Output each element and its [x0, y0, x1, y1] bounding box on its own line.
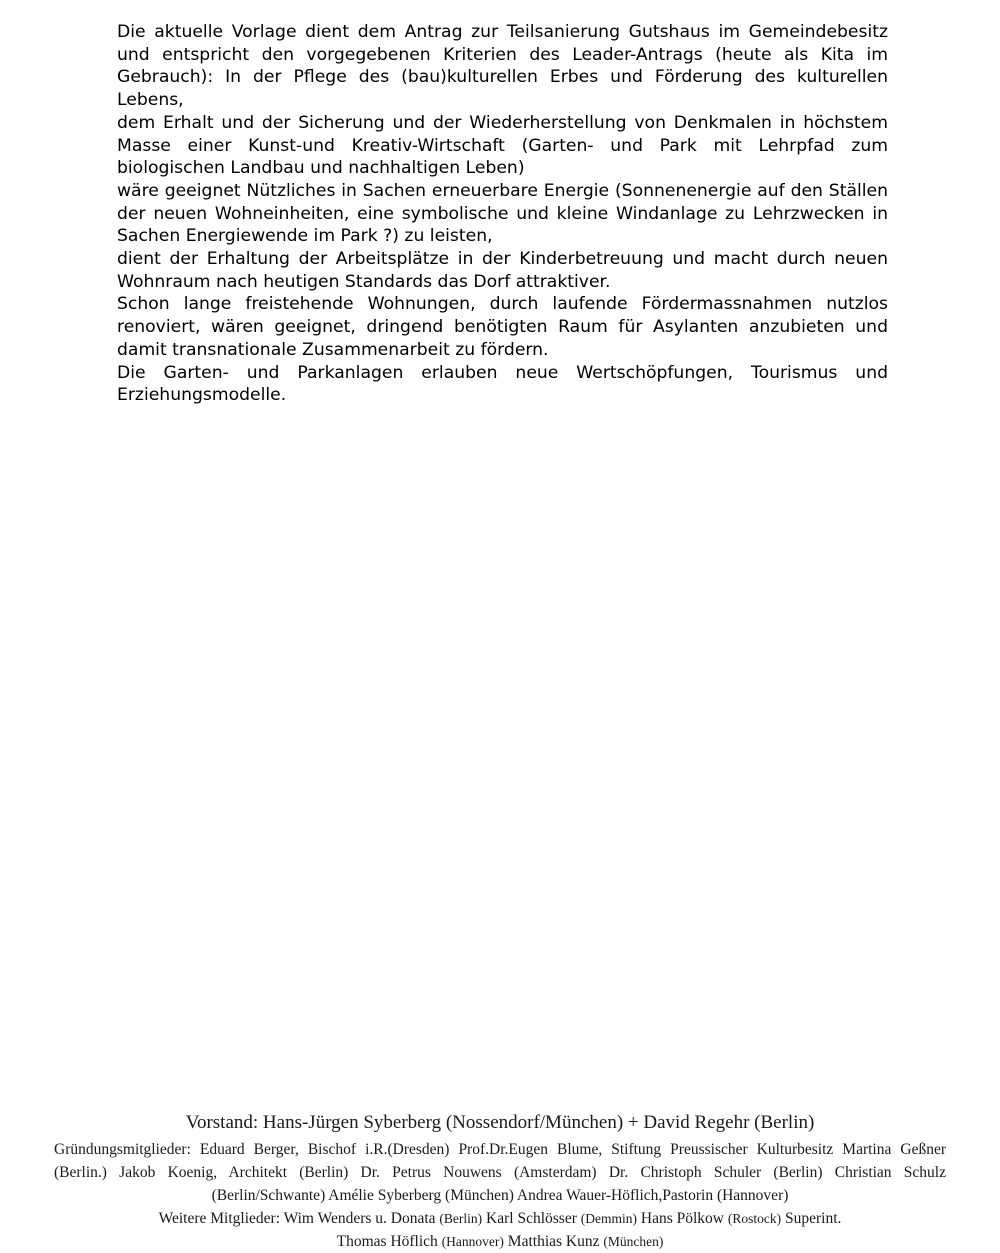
paragraph: Schon lange freistehende Wohnungen, durch laufende Fördermassnahmen nutzlos renoviert, wären geeignet, dringend benötigten Raum für Asylanten anzubieten und damit transnationale Zusammenarbeit zu fördern. — [117, 294, 888, 360]
member-location: (Demmin) — [580, 1211, 637, 1226]
further-members-label: Weitere Mitglieder: Wim Wenders u. Donata — [158, 1210, 436, 1227]
member-name: Hans Pölkow — [640, 1210, 724, 1227]
paragraph: dient der Erhaltung der Arbeitsplätze in der Kinderbetreuung und macht durch neuen Wohnraum nach heutigen Standards das Dorf attraktiver. — [117, 249, 888, 292]
board-line: Vorstand: Hans-Jürgen Syberberg (Nossendorf/München) + David Regehr (Berlin) — [185, 1112, 815, 1133]
footer-members — [50, 1110, 950, 1253]
document-body — [117, 21, 888, 407]
further-members — [50, 1207, 950, 1253]
founding-members: Gründungsmitglieder: Eduard Berger, Bischof i.R.(Dresden) Prof.Dr.Eugen Blume, Stiftung Preussischer Kulturbesitz Martina Geßner (Berlin.) Jakob Koenig, Architekt (Berlin) Dr. Petrus Nouwens (Amsterdam) Dr. Christoph Schuler (Berlin) Christian Schulz (Berlin/Schwante) Amélie Syberberg (München) Andrea Wauer-Höflich,Pastorin (Hannover) — [54, 1141, 946, 1204]
member-name: Karl Schlösser — [486, 1210, 577, 1227]
member-location: (München) — [603, 1234, 664, 1249]
paragraph: Die aktuelle Vorlage dient dem Antrag zur Teilsanierung Gutshaus im Gemeindebesitz und entspricht den vorgegebenen Kriterien des Leader-Antrags (heute als Kita im Gebrauch): In der Pflege des (bau)kulturellen Erbes und Förderung des kulturellen Lebens, — [117, 22, 888, 111]
member-location: (Hannover) — [441, 1234, 504, 1249]
member-location: (Rostock) — [727, 1211, 782, 1226]
paragraph: dem Erhalt und der Sicherung und der Wiederherstellung von Denkmalen in höchstem Masse einer Kunst-und Kreativ-Wirtschaft (Garten- und Park mit Lehrpfad zum biologischen Landbau und nachhaltigen Leben) — [117, 112, 888, 179]
member-location: (Berlin) — [439, 1211, 483, 1226]
paragraph: Die Garten- und Parkanlagen erlauben neue Wertschöpfungen, Tourismus und Erziehungsmodelle. — [117, 362, 888, 406]
member-name: Thomas Höflich — [336, 1233, 438, 1250]
member-title: Superint. — [784, 1210, 842, 1227]
paragraph: wäre geeignet Nützliches in Sachen erneuerbare Energie (Sonnenenergie auf den Ställen der neuen Wohneinheiten, eine symbolische und kleine Windanlage zu Lehrzwecken in Sachen Energiewende im Park ?) zu leisten, — [117, 180, 888, 247]
member-name: Matthias Kunz — [507, 1233, 600, 1250]
